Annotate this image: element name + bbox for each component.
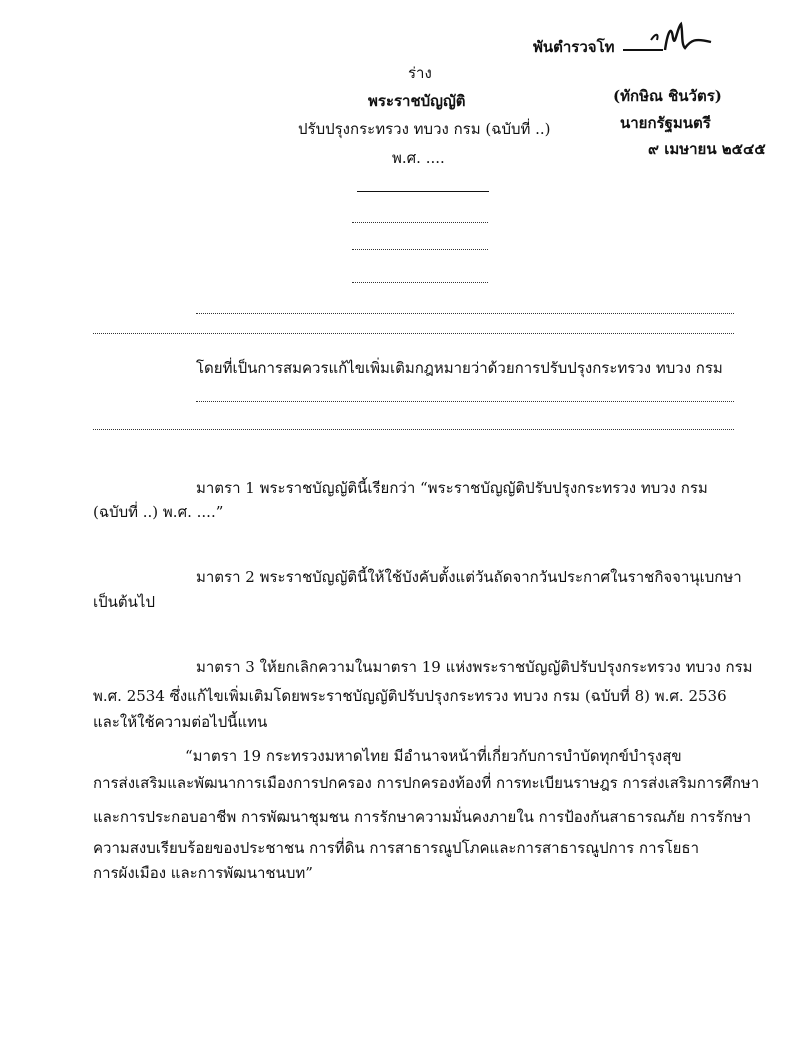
draft-label: ร่าง: [408, 64, 432, 82]
signoff-name: (ทักษิณ ชินวัตร): [613, 87, 722, 105]
signoff-date: ๙ เมษายน ๒๕๔๕: [648, 140, 766, 158]
quote-line5: การผังเมือง และการพัฒนาชนบท”: [93, 864, 313, 882]
section-2-line1: มาตรา 2 พระราชบัญญัตินี้ให้ใช้บังคับตั้งแต่วันถัดจากวันประกาศในราชกิจจานุเบกษา: [196, 568, 742, 586]
section-3-line3: และให้ใช้ความต่อไปนี้แทน: [93, 713, 268, 731]
dotted-line: [352, 282, 488, 283]
dotted-line: [196, 401, 734, 402]
section-1-line2: (ฉบับที่ ..) พ.ศ. ....”: [93, 503, 224, 521]
dotted-line: [93, 429, 734, 430]
doc-title: ปรับปรุงกระทรวง ทบวง กรม (ฉบับที่ ..): [298, 120, 551, 138]
quote-line3: และการประกอบอาชีพ การพัฒนาชุมชน การรักษาความมั่นคงภายใน การป้องกันสาธารณภัย การรักษา: [93, 808, 752, 826]
section-3-line1: มาตรา 3 ให้ยกเลิกความในมาตรา 19 แห่งพระราชบัญญัติปรับปรุงกระทรวง ทบวง กรม: [196, 658, 753, 676]
signature-mark: [615, 18, 725, 58]
section-1-line1: มาตรา 1 พระราชบัญญัตินี้เรียกว่า “พระราชบัญญัติปรับปรุงกระทรวง ทบวง กรม: [196, 479, 708, 497]
signoff-position: นายกรัฐมนตรี: [620, 114, 711, 132]
quote-line4: ความสงบเรียบร้อยของประชาชน การที่ดิน การสาธารณูปโภคและการสาธารณูปการ การโยธา: [93, 839, 699, 857]
preamble-text: โดยที่เป็นการสมควรแก้ไขเพิ่มเติมกฎหมายว่าด้วยการปรับปรุงกระทรวง ทบวง กรม: [196, 359, 723, 377]
header-rule: [357, 191, 489, 192]
section-2-line2: เป็นต้นไป: [93, 593, 155, 611]
signoff-rank: พันตำรวจโท: [533, 38, 615, 56]
doc-year: พ.ศ. ....: [392, 149, 445, 167]
dotted-line: [93, 333, 734, 334]
section-3-line2: พ.ศ. 2534 ซึ่งแก้ไขเพิ่มเติมโดยพระราชบัญญัติปรับปรุงกระทรวง ทบวง กรม (ฉบับที่ 8) พ.ศ. 2536: [93, 687, 727, 705]
quote-line1: “มาตรา 19 กระทรวงมหาดไทย มีอำนาจหน้าที่เกี่ยวกับการบำบัดทุกข์บำรุงสุข: [185, 747, 682, 765]
quote-line2: การส่งเสริมและพัฒนาการเมืองการปกครอง การปกครองท้องที่ การทะเบียนราษฎร การส่งเสริมการศึกษา: [93, 774, 760, 792]
dotted-line: [196, 313, 734, 314]
doc-type: พระราชบัญญัติ: [368, 92, 466, 110]
dotted-line: [352, 249, 488, 250]
dotted-line: [352, 222, 488, 223]
